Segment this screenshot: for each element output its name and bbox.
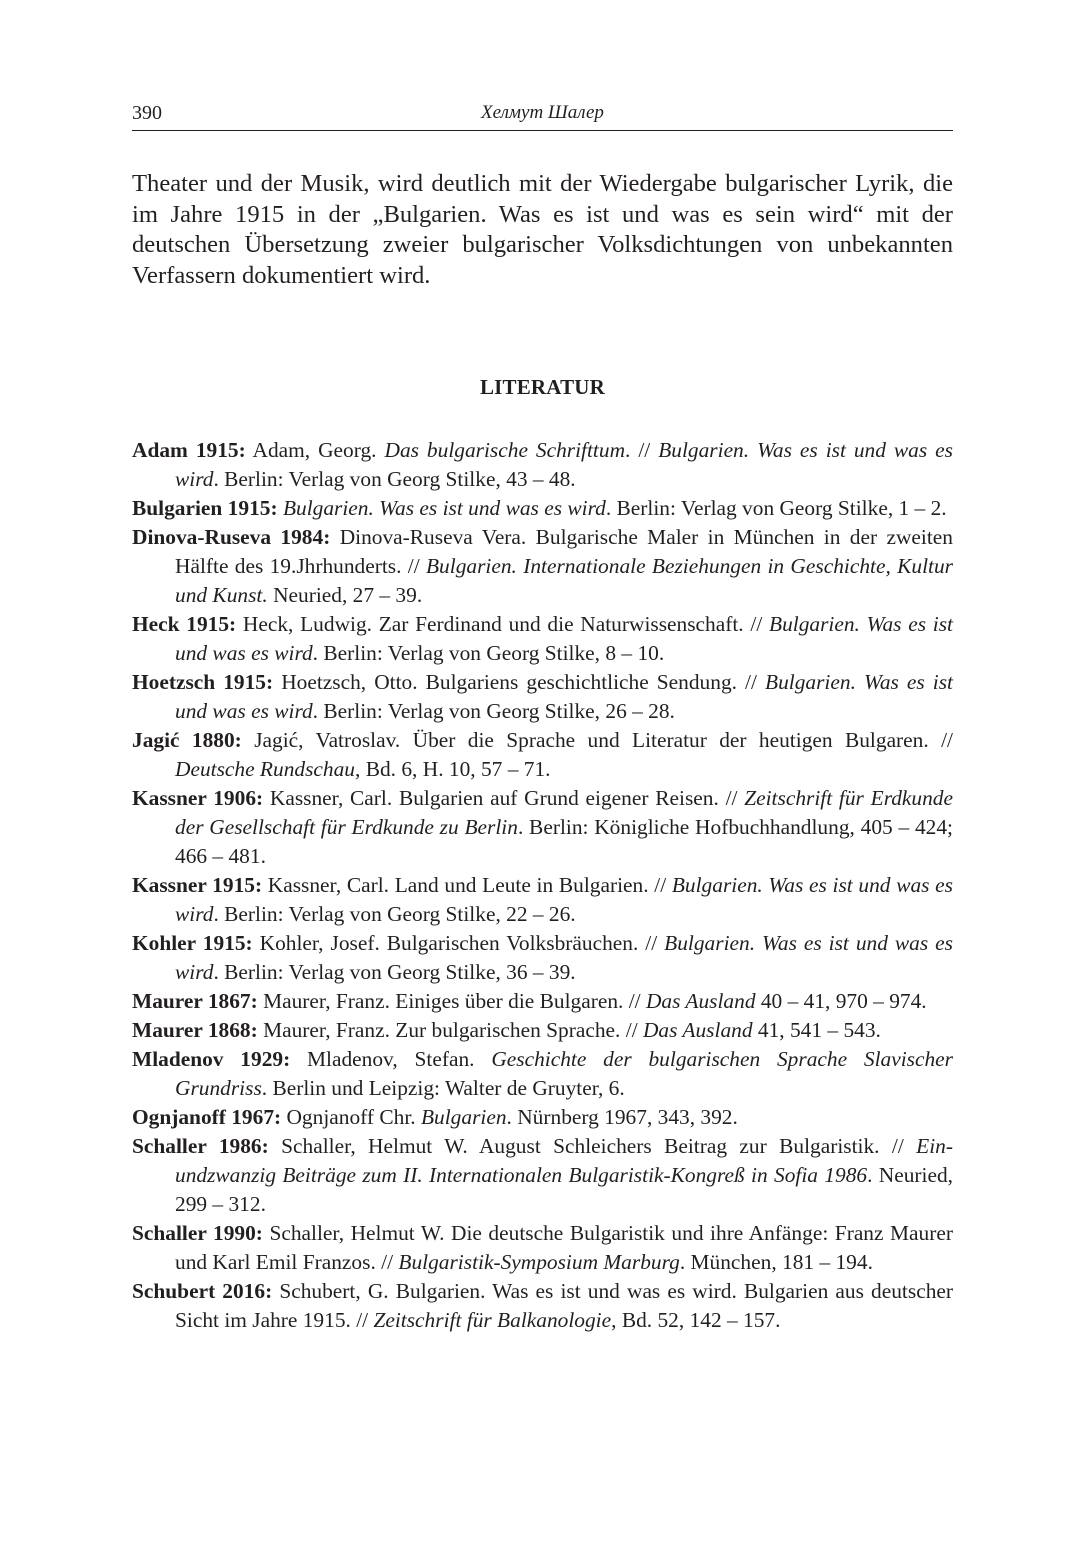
bibliography-entry-text: Schubert, G. Bulgarien. Was es ist und was es wird. Bulgarien aus deutscher Sicht im Jahre 1915. // xyxy=(175,1279,954,1332)
running-title: Хелмут Шалер xyxy=(481,102,604,123)
bibliography-entry-text: 40 – 41, 970 – 974. xyxy=(755,989,927,1013)
bibliography-entry-text: . Berlin: Verlag von Georg Stilke, 36 – 39. xyxy=(213,960,576,984)
bibliography-entry-title: Bulgarien. Was es ist und was es wird xyxy=(175,438,953,491)
bibliography-entry-title: Das Ausland xyxy=(642,1018,753,1042)
bibliography-entry xyxy=(132,784,953,871)
bibliography-entry-title: Bulgarien. Was es ist und was es wird xyxy=(282,496,606,520)
bibliography-entry xyxy=(132,1219,953,1277)
bibliography-entry-text: . Berlin und Leipzig: Walter de Gruyter, 6. xyxy=(261,1076,625,1100)
bibliography-entry-title: Zeitschrift für Balkanologie xyxy=(373,1308,612,1332)
bibliography-entry-text: Ognjanoff Chr. xyxy=(281,1105,421,1129)
page-number: 390 xyxy=(132,102,162,124)
bibliography-entry-key: Kassner 1915: xyxy=(132,873,263,897)
bibliography-entry-text: Maurer, Franz. Zur bulgarischen Sprache. // xyxy=(257,1018,643,1042)
bibliography-entry-text: . Berlin: Verlag von Georg Stilke, 22 – 26. xyxy=(213,902,576,926)
bibliography-entry-title: Deutsche Rundschau xyxy=(175,757,355,781)
bibliography-entry-key: Kassner 1906: xyxy=(132,786,264,810)
bibliography-entry-key: Maurer 1867: xyxy=(132,989,258,1013)
bibliography-entry-text: . Berlin: Königliche Hofbuchhandlung, 405 – 424; 466 – 481. xyxy=(175,815,953,868)
bibliography-entry-text: Kassner, Carl. Bulgarien auf Grund eigener Reisen. // xyxy=(263,786,745,810)
section-heading: LITERATUR xyxy=(479,375,606,399)
bibliography-entry-title: Bulgarien. Was es ist und was es wird xyxy=(175,931,953,984)
bibliography-entry xyxy=(132,610,953,668)
bibliography-entry-text: , Bd. 6, H. 10, 57 – 71. xyxy=(355,757,551,781)
bibliography-entry-title: Das Ausland xyxy=(645,989,756,1013)
bibliography-entry xyxy=(132,668,953,726)
bibliography-entry-text: . Berlin: Verlag von Georg Stilke, 1 – 2. xyxy=(605,496,947,520)
bibliography-entry xyxy=(132,987,953,1016)
bibliography-entry-key: Schaller 1990: xyxy=(132,1221,263,1245)
bibliography-entry-text: Kassner, Carl. Land und Leute in Bulgarien. // xyxy=(262,873,672,897)
bibliography-entry-text: Schaller, Helmut W. Die deutsche Bulgaristik und ihre Anfänge: Franz Maurer und Karl Emil Franzos. // xyxy=(175,1221,953,1274)
bibliography-entry xyxy=(132,929,953,987)
bibliography-list xyxy=(132,436,953,1335)
bibliography-entry-text: Hoetzsch, Otto. Bulgariens geschichtliche Sendung. // xyxy=(273,670,766,694)
bibliography-entry xyxy=(132,1016,953,1045)
bibliography-entry-text: . // xyxy=(625,438,659,462)
bibliography-entry-key: Adam 1915: xyxy=(132,438,246,462)
bibliography-entry-text: . Berlin: Verlag von Georg Stilke, 26 – 28. xyxy=(312,699,675,723)
bibliography-entry xyxy=(132,726,953,784)
bibliography-entry xyxy=(132,871,953,929)
bibliography-entry xyxy=(132,1045,953,1103)
bibliography-entry-title: Das bulgarische Schrifttum xyxy=(384,438,626,462)
bibliography-entry-key: Jagić 1880: xyxy=(132,728,242,752)
running-header xyxy=(132,100,953,131)
bibliography-entry-text: Mladenov, Stefan. xyxy=(290,1047,492,1071)
bibliography-entry-text: Dinova-Ruseva Vera. Bulgarische Maler in München in der zweiten Hälfte des 19.Jhrhunderts. // xyxy=(175,525,953,578)
bibliography-entry-title: Bulgarien. Internationale Beziehungen in Geschichte, Kultur und Kunst. xyxy=(175,554,953,607)
bibliography-entry-title: Einundzwanzig Beiträge zum II. Internationalen Bulgaristik-Kongreß in Sofia 1986 xyxy=(175,1134,953,1187)
bibliography-entry-text: . Nürnberg 1967, 343, 392. xyxy=(506,1105,738,1129)
bibliography-entry-title: Bulgarien xyxy=(420,1105,507,1129)
document-page xyxy=(132,100,953,1335)
bibliography-entry-text: Adam, Georg. xyxy=(245,438,385,462)
bibliography-entry-key: Kohler 1915: xyxy=(132,931,253,955)
bibliography-entry-key: Maurer 1868: xyxy=(132,1018,258,1042)
bibliography-entry-title: Bulgarien. Was es ist und was es wird xyxy=(175,612,953,665)
bibliography-entry-title: Geschichte der bulgarischen Sprache Slavischer Grundriss xyxy=(175,1047,953,1100)
bibliography-entry xyxy=(132,523,953,610)
bibliography-entry-key: Mladenov 1929: xyxy=(132,1047,291,1071)
bibliography-entry xyxy=(132,494,953,523)
bibliography-entry-key: Hoetzsch 1915: xyxy=(132,670,274,694)
bibliography-entry-text: Kohler, Josef. Bulgarischen Volksbräuchen. // xyxy=(252,931,665,955)
bibliography-entry-key: Schaller 1986: xyxy=(132,1134,269,1158)
bibliography-entry-key: Ognjanoff 1967: xyxy=(132,1105,282,1129)
bibliography-entry-title: Bulgarien. Was es ist und was es wird xyxy=(175,873,953,926)
bibliography-entry xyxy=(132,1103,953,1132)
bibliography-entry-text: , Bd. 52, 142 – 157. xyxy=(611,1308,781,1332)
bibliography-entry-key: Schubert 2016: xyxy=(132,1279,273,1303)
bibliography-entry-text: Heck, Ludwig. Zar Ferdinand und die Naturwissenschaft. // xyxy=(236,612,769,636)
bibliography-entry-text: Jagić, Vatroslav. Über die Sprache und Literatur der heutigen Bulgaren. // xyxy=(241,728,953,752)
bibliography-entry-key: Bulgarien 1915: xyxy=(132,496,278,520)
bibliography-entry xyxy=(132,1277,953,1335)
bibliography-entry xyxy=(132,1132,953,1219)
bibliography-entry-text: . München, 181 – 194. xyxy=(679,1250,873,1274)
bibliography-entry-text: Maurer, Franz. Einiges über die Bulgaren. // xyxy=(257,989,646,1013)
bibliography-entry-title: Zeitschrift für Erdkunde der Gesellschaft für Erdkunde zu Berlin xyxy=(175,786,953,839)
bibliography-entry-key: Heck 1915: xyxy=(132,612,237,636)
bibliography-entry-text: . Berlin: Verlag von Georg Stilke, 43 – 48. xyxy=(213,467,576,491)
bibliography-entry-text: . Berlin: Verlag von Georg Stilke, 8 – 10. xyxy=(312,641,665,665)
body-paragraph: Theater und der Musik, wird deutlich mit der Wiedergabe bulgarischer Lyrik, die im Jahre 1915 in der „Bulgarien. Was es ist und was es sein wird“ mit der deutschen Übersetzung zweier bulgarischer Volksdichtungen von unbekannten Verfassern dokumentiert wird. xyxy=(132,170,953,289)
bibliography-entry-text: 41, 541 – 543. xyxy=(752,1018,881,1042)
bibliography-entry-title: Bulgaristik-Symposium Marburg xyxy=(398,1250,680,1274)
bibliography-entry-title: Bulgarien. Was es ist und was es wird xyxy=(175,670,954,723)
bibliography-entry-key: Dinova-Ruseva 1984: xyxy=(132,525,331,549)
bibliography-entry-text: Neuried, 27 – 39. xyxy=(267,583,423,607)
bibliography-entry xyxy=(132,436,953,494)
bibliography-entry-text: . Neuried, 299 – 312. xyxy=(175,1163,954,1216)
bibliography-entry-text: Schaller, Helmut W. August Schleichers Beitrag zur Bulgaristik. // xyxy=(268,1134,917,1158)
